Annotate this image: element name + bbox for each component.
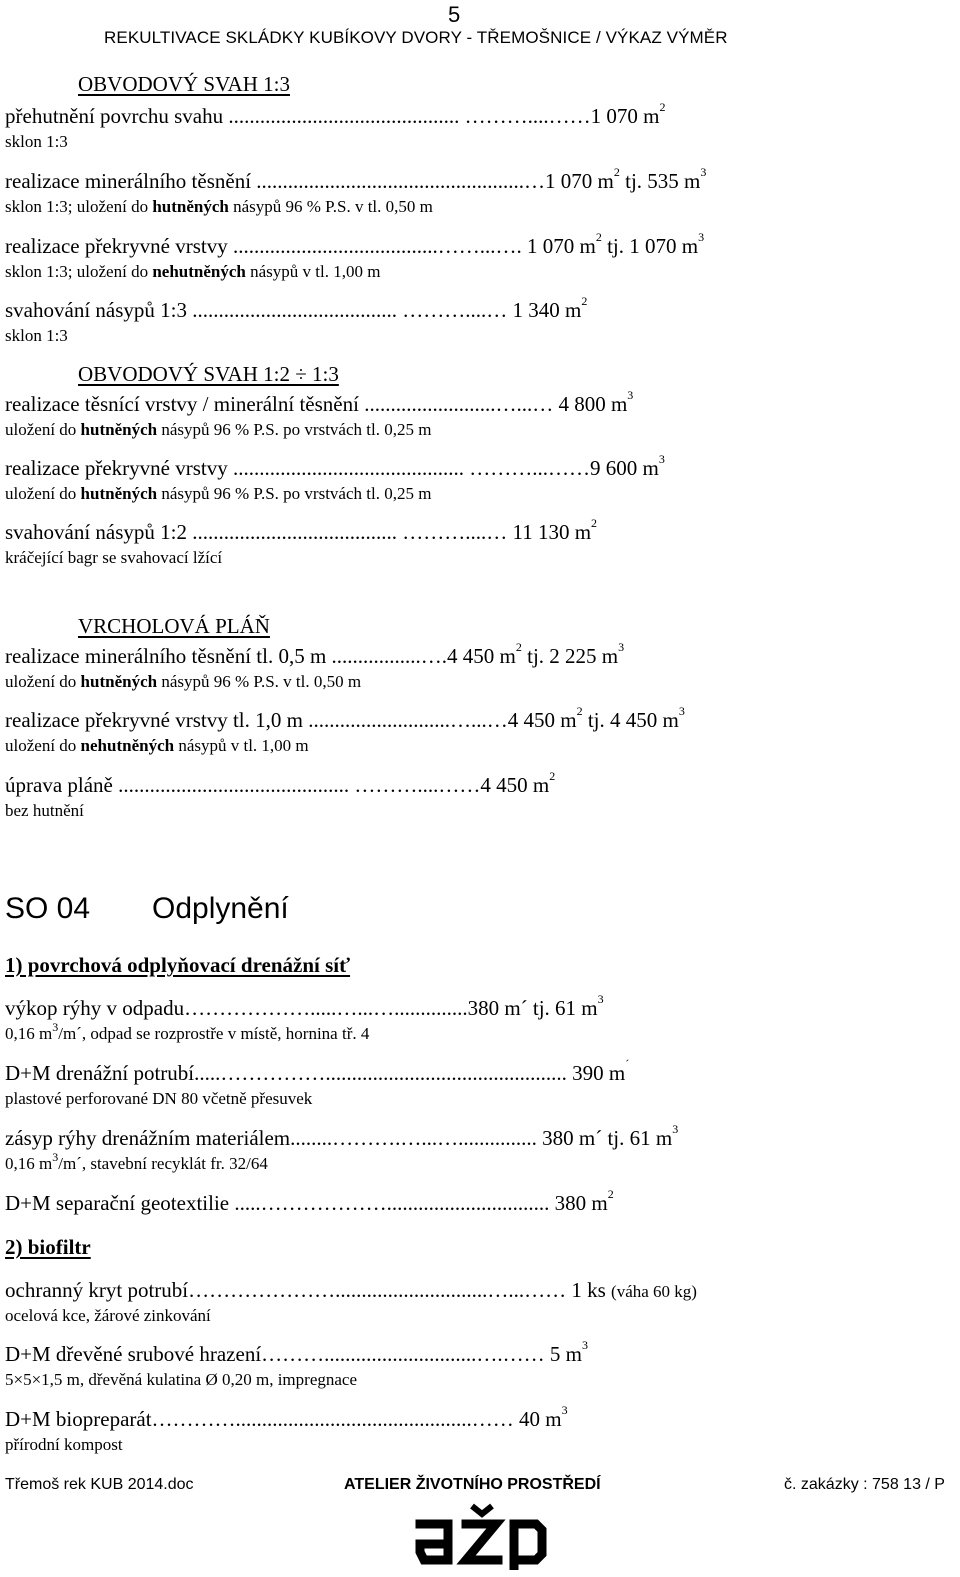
line-item-note: sklon 1:3; uložení do nehutněných násypů v tl. 1,00 m [5,262,381,281]
line-item: svahování násypů 1:3 ....................................... ………....… 1 340 $m^2$ [5,294,588,322]
line-item: výkop rýhy v odpadu……………….....…...…..............380 m´ tj. 61 $m^3$ [5,992,604,1020]
line-item-note: sklon 1:3 [5,132,68,151]
line-item-note: 0,16 $m^3/m´$, odpad se rozprostře v místě, hornina tř. 4 [5,1020,370,1043]
line-item: přehutnění povrchu svahu ............................................ ………....……1 070 $m^2$ [5,100,666,128]
line-item: D+M separační geotextilie .....………………............................... 380 $m^2$ [5,1187,614,1215]
section-title-svah-1-3: OBVODOVÝ SVAH 1:3 [78,72,290,96]
line-item-note: 5×5×1,5 m, dřevěná kulatina Ø 0,20 m, impregnace [5,1370,357,1389]
so-code: SO 04 [5,892,91,925]
line-item: realizace překryvné vrstvy tl. 1,0 m ...........................…...…4 450 $m^2$ tj. 4 450 $m^3$ [5,704,685,732]
line-item: D+M biopreparát………….............................................…… 40 $m^3$ [5,1403,568,1431]
line-item: D+M drenážní potrubí.....…………….............................................. 390 m´ [5,1057,630,1085]
section-title-vrcholova-plan: VRCHOLOVÁ PLÁŇ [78,614,270,638]
line-item: D+M dřevěné srubové hrazení……….............................….…… 5 $m^3$ [5,1338,588,1366]
footer-filename: Třemoš rek KUB 2014.doc [5,1476,194,1493]
line-item-note: přírodní kompost [5,1435,123,1454]
subsection-heading-biofilter: 2) biofiltr [5,1235,91,1259]
section-title-svah-1-2: OBVODOVÝ SVAH 1:2 ÷ 1:3 [78,362,339,386]
line-item-note: uložení do hutněných násypů 96 % P.S. v tl. 0,50 m [5,672,362,691]
line-item-note: 0,16 $m^3/m´$, stavební recyklát fr. 32/64 [5,1150,268,1173]
azp-logo-icon [410,1500,550,1570]
so-title: Odplynění [152,892,289,925]
line-item-note: kráčející bagr se svahovací lžící [5,548,223,567]
subsection-heading-drainage: 1) povrchová odplyňovací drenážní síť [5,953,351,977]
line-item-note: uložení do hutněných násypů 96 % P.S. po vrstvách tl. 0,25 m [5,484,432,503]
line-item: ochranný kryt potrubí………………….............................…...…… 1 ks (váha 60 kg) [5,1278,697,1302]
line-item-note: plastové perforované DN 80 včetně přesuvek [5,1089,313,1108]
line-item: realizace těsnící vrstvy / minerální těsnění .........................…...… 4 800 $m^3$ [5,388,634,416]
page-header: REKULTIVACE SKLÁDKY KUBÍKOVY DVORY - TŘEMOŠNICE / VÝKAZ VÝMĚR [104,28,728,47]
footer-company: ATELIER ŽIVOTNÍHO PROSTŘEDÍ [344,1476,601,1493]
line-item: úprava pláně ............................................ ………....……4 450 $m^2$ [5,769,556,797]
line-item-note: uložení do hutněných násypů 96 % P.S. po vrstvách tl. 0,25 m [5,420,432,439]
page-number: 5 [448,2,461,27]
line-item: realizace minerálního těsnění tl. 0,5 m .................….4 450 $m^2$ tj. 2 225 $m^3$ [5,640,625,668]
line-item: svahování násypů 1:2 ....................................... ………....… 11 130 $m^2$ [5,516,598,544]
line-item-note: uložení do nehutněných násypů v tl. 1,00 m [5,736,309,755]
line-item-note: ocelová kce, žárové zinkování [5,1306,211,1325]
line-item-note: sklon 1:3 [5,326,68,345]
footer-order-number: č. zakázky : 758 13 / P [784,1476,945,1493]
line-item: realizace minerálního těsnění ...................................................…1 070 $m^2$ tj. 535 $m^3$ [5,165,707,193]
line-item-note: bez hutnění [5,801,84,820]
line-item-note: sklon 1:3; uložení do hutněných násypů 96 % P.S. v tl. 0,50 m [5,197,433,216]
line-item: realizace překryvné vrstvy ............................................ ………...……9 600 $m^3$ [5,452,665,480]
line-item: zásyp rýhy drenážním materiálem........……….…...…............... 380 m´ tj. 61 $m^3$ [5,1122,679,1150]
line-item: realizace překryvné vrstvy .......................................……...…. 1 070 $m^2$ tj. 1 070 $m^3$ [5,230,705,258]
